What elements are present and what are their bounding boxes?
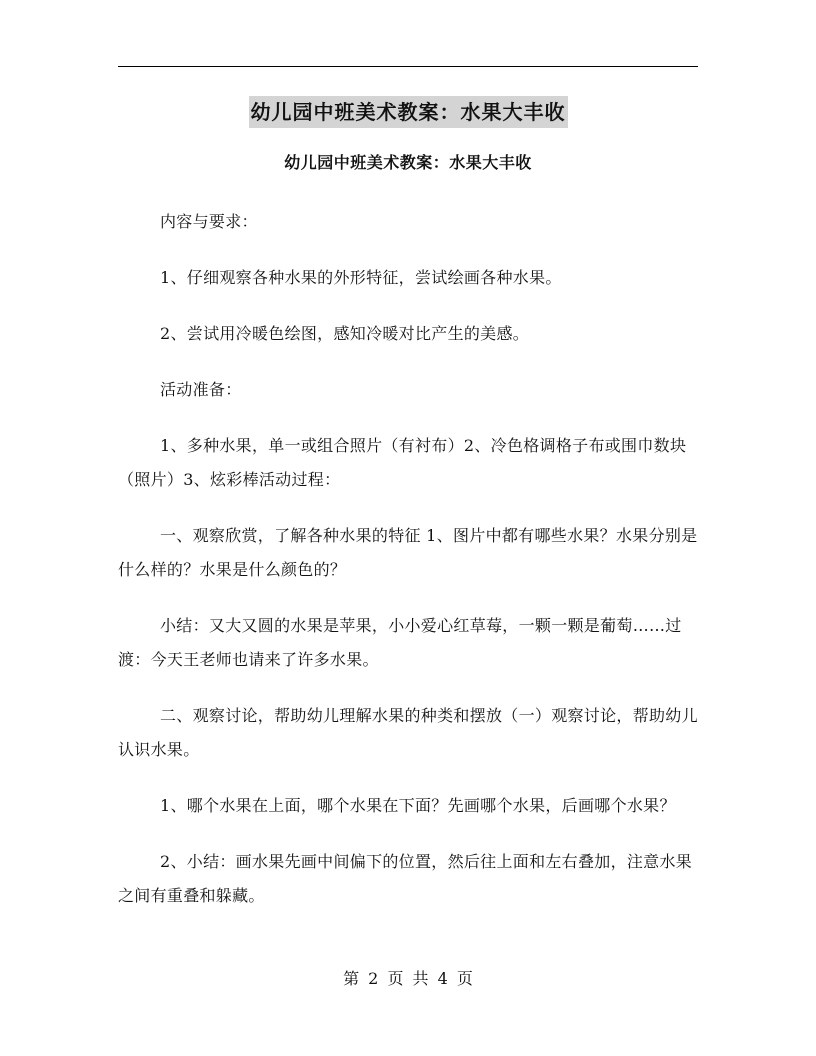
page-number-footer: 第 2 页 共 4 页 [343, 969, 473, 988]
article-title: 幼儿园中班美术教案：水果大丰收 [284, 153, 532, 172]
paragraph-requirement-2: 2、尝试用冷暖色绘图，感知冷暖对比产生的美感。 [160, 324, 530, 343]
document-body [118, 205, 698, 935]
paragraph-requirement-1: 1、仔细观察各种水果的外形特征，尝试绘画各种水果。 [160, 268, 562, 287]
paragraph-question: 1、哪个水果在上面，哪个水果在下面？先画哪个水果，后画哪个水果？ [160, 796, 676, 815]
header-rule [118, 66, 698, 67]
paragraph-content-requirements-heading: 内容与要求： [160, 212, 258, 231]
paragraph-step-2: 二、观察讨论，帮助幼儿理解水果的种类和摆放（一）观察讨论，帮助幼儿认识水果。 [118, 706, 698, 759]
paragraph-preparation-list: 1、多种水果，单一或组合照片（有衬布）2、冷色格调格子布或围巾数块（照片）3、炫彩棒活动过程： [118, 436, 687, 489]
paragraph-summary-2: 2、小结：画水果先画中间偏下的位置，然后往上面和左右叠加，注意水果之间有重叠和躲藏。 [118, 852, 693, 905]
document-title: 幼儿园中班美术教案：水果大丰收 [249, 96, 568, 128]
paragraph-summary-1: 小结：又大又圆的水果是苹果，小小爱心红草莓，一颗一颗是葡萄……过渡：今天王老师也请来了许多水果。 [118, 616, 682, 669]
document-title-area [0, 96, 816, 128]
paragraph-preparation-heading: 活动准备： [160, 380, 242, 399]
paragraph-step-1: 一、观察欣赏，了解各种水果的特征 1、图片中都有哪些水果？水果分别是什么样的？水果是什么颜色的？ [118, 526, 698, 579]
